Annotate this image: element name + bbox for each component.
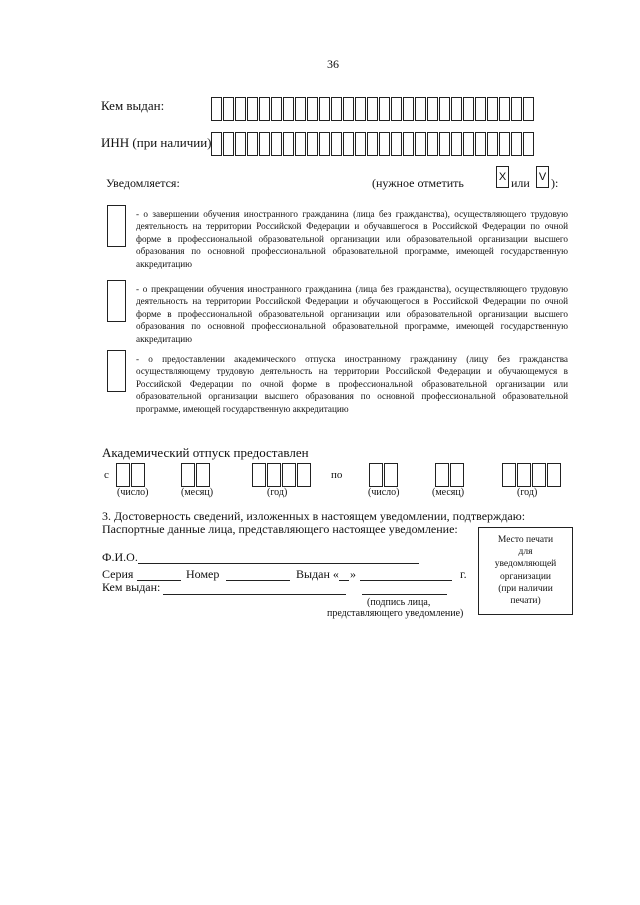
number-label: Номер	[186, 567, 220, 581]
issued-on-mid: »	[350, 567, 356, 581]
leave-title: Академический отпуск предоставлен	[102, 445, 309, 460]
to-year-boxes[interactable]	[502, 463, 562, 487]
to-month-boxes[interactable]	[435, 463, 465, 487]
number-field[interactable]	[226, 580, 290, 581]
mark-close: ):	[551, 176, 559, 190]
option-text-completion: - о завершении обучения иностранного гражданина (лица без гражданства), осуществляющего трудовую деятельность на территории Российской Федерации и обучавшегося в Российской Федерации по очной форме в профессиональной образовательной организации или образовательной организации высшего образования по основной профессиональной образовательной программе, имеющей государственную аккредитацию	[136, 209, 568, 269]
mark-x-example: X	[496, 166, 509, 188]
issued-by-field[interactable]	[163, 594, 346, 595]
stamp-line: для	[518, 547, 533, 558]
signature-field[interactable]	[362, 594, 447, 595]
mark-v-example: V	[536, 166, 549, 188]
stamp-line: Место печати	[497, 535, 554, 545]
year-suffix: г.	[460, 567, 467, 581]
stamp-line: печати)	[510, 596, 541, 607]
option-checkbox-academic-leave[interactable]	[107, 350, 126, 392]
inn-label: ИНН (при наличии)	[101, 135, 212, 150]
from-year-boxes[interactable]	[252, 463, 312, 487]
issued-by-label-2: Кем выдан:	[102, 580, 161, 594]
leave-from-label: с	[104, 469, 109, 481]
series-label: Серия	[102, 567, 134, 581]
passport-label: Паспортные данные лица, представляющего настоящее уведомление:	[102, 522, 458, 536]
from-month-boxes[interactable]	[181, 463, 211, 487]
option-text-termination: - о прекращении обучения иностранного гражданина (лица без гражданства), осуществляющего трудовую деятельность на территории Российской Федерации и обучающегося в Российской Федерации по очной форме в профессиональной образовательной организации или образовательной организации высшего образования по основной профессиональной образовательной программе, имеющей государственную аккредитацию	[136, 284, 568, 344]
mark-instruction: (нужное отметить	[372, 176, 464, 190]
option-checkbox-completion[interactable]	[107, 205, 126, 247]
notified-label: Уведомляется:	[106, 176, 180, 190]
mark-or: или	[511, 176, 530, 190]
section3-title: 3. Достоверность сведений, изложенных в настоящем уведомлении, подтверждаю:	[102, 509, 526, 523]
stamp-line: уведомляющей	[494, 559, 557, 570]
issued-by-boxes[interactable]	[211, 97, 535, 121]
to-year-caption: (год)	[517, 487, 538, 498]
page-number: 36	[327, 57, 339, 71]
inn-boxes[interactable]	[211, 132, 535, 156]
to-month-caption: (месяц)	[432, 487, 465, 498]
signature-caption-1: (подпись лица,	[367, 597, 431, 608]
stamp-line: организации	[499, 571, 551, 582]
fio-field[interactable]	[138, 563, 419, 564]
from-month-caption: (месяц)	[181, 487, 214, 498]
from-day-boxes[interactable]	[116, 463, 146, 487]
signature-caption-2: представляющего уведомление)	[327, 608, 464, 619]
option-checkbox-termination[interactable]	[107, 280, 126, 322]
stamp-line: (при наличии	[498, 583, 553, 594]
issued-date-field[interactable]	[360, 580, 452, 581]
from-day-caption: (число)	[117, 487, 149, 498]
from-year-caption: (год)	[267, 487, 288, 498]
stamp-box	[478, 527, 573, 615]
issued-day-field[interactable]	[339, 580, 349, 581]
to-day-caption: (число)	[368, 487, 400, 498]
option-text-academic-leave: - о предоставлении академического отпуска иностранному гражданину (лицу без гражданства осуществляющему трудовую деятельность на территории Российской Федерации и обучающемуся в Российской Федерации по очной форме в профессиональной образовательной организации или образовательной организации высшего образования по основной профессиональной образовательной программе, имеющей государственную аккредитацию	[136, 354, 568, 414]
issued-by-label: Кем выдан:	[101, 98, 165, 113]
fio-label: Ф.И.О.	[102, 550, 138, 564]
to-day-boxes[interactable]	[369, 463, 399, 487]
leave-to-label: по	[331, 469, 343, 481]
issued-on-label: Выдан «	[296, 567, 339, 581]
